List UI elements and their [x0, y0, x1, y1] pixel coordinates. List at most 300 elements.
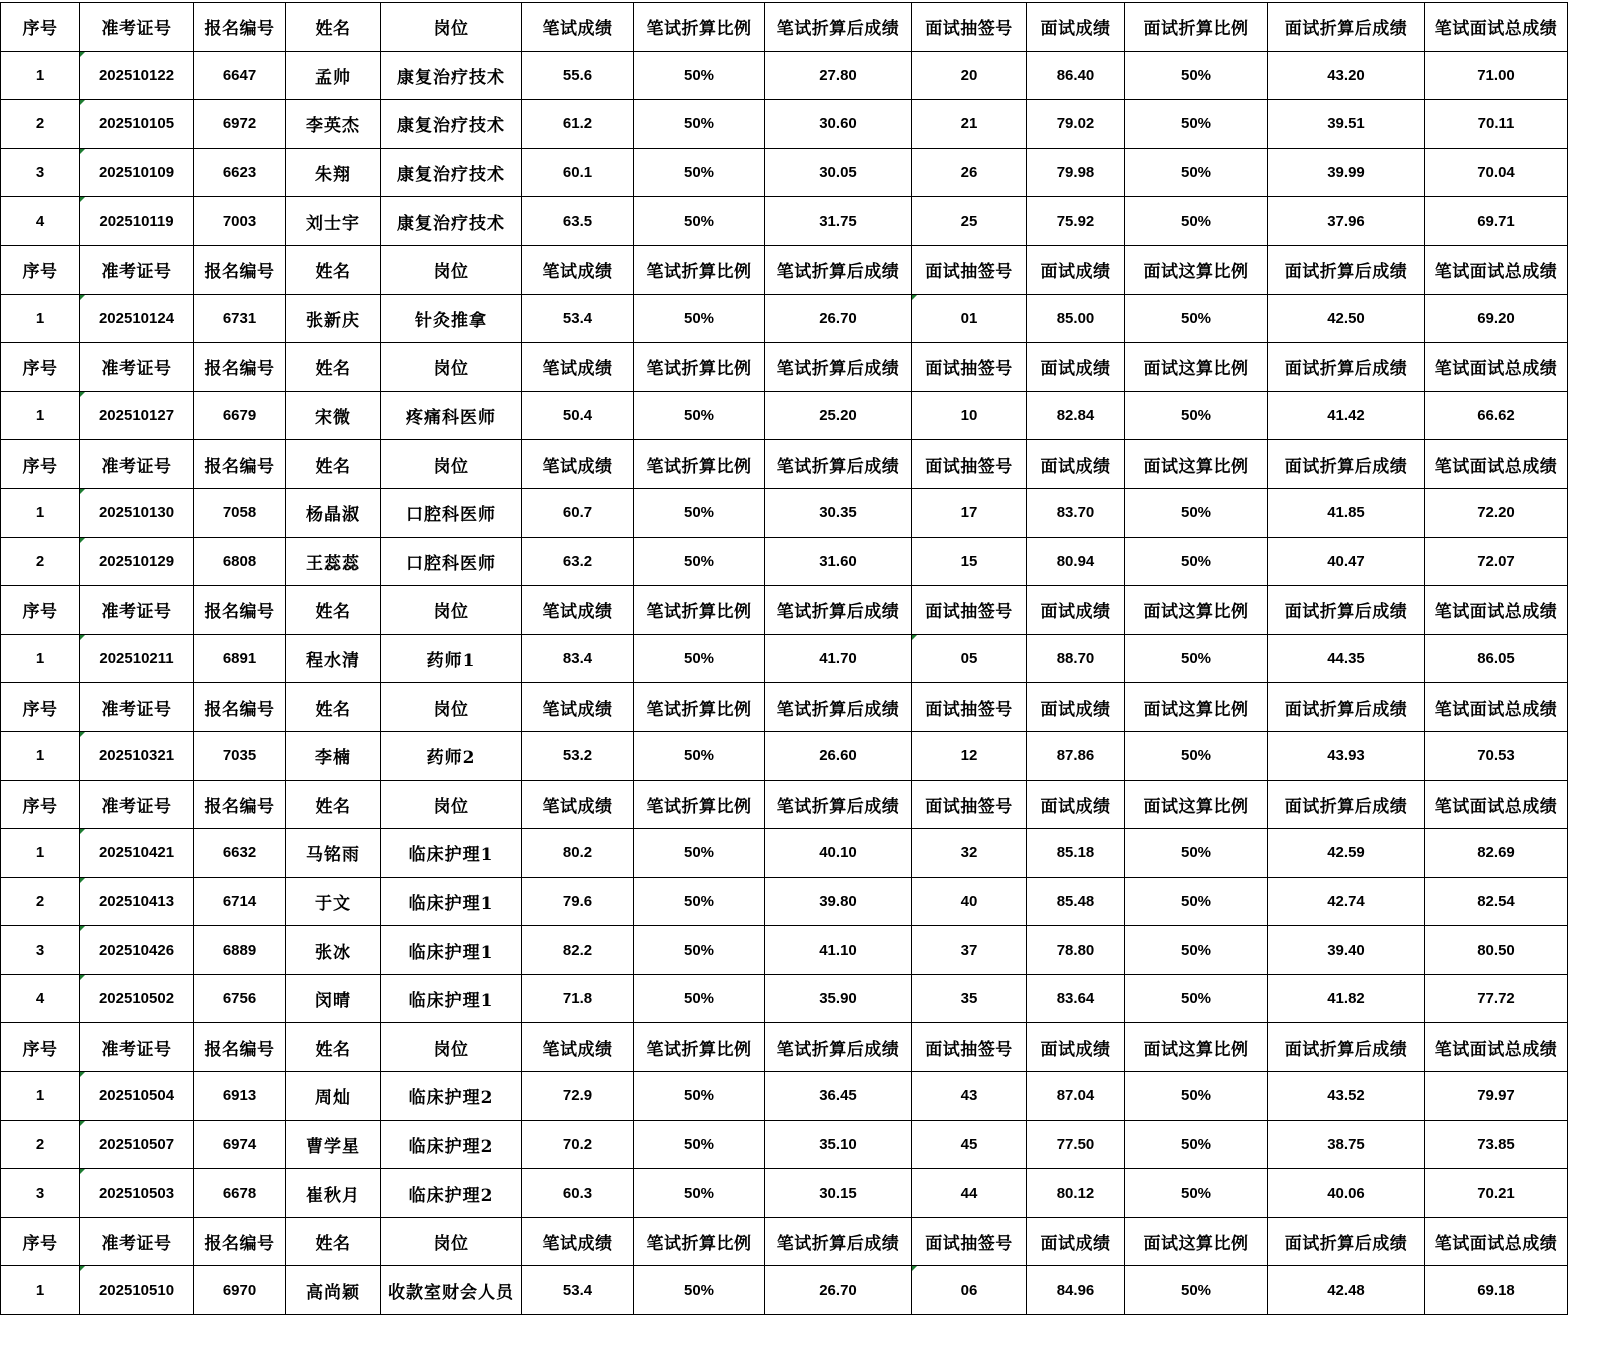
header-cell-written-ratio: 笔试折算比例 — [634, 586, 765, 635]
cell-total-score[interactable] — [1425, 537, 1568, 586]
cell-name[interactable] — [286, 51, 381, 100]
cell-reg-no[interactable] — [194, 877, 286, 926]
cell-reg-no[interactable] — [194, 537, 286, 586]
cell-text: 临床护理1 — [408, 893, 494, 914]
cell-exam-id[interactable] — [80, 51, 194, 100]
cell-text: 李楠 — [315, 748, 351, 769]
cell-draw-no[interactable] — [912, 974, 1027, 1023]
cell-draw-no[interactable] — [912, 51, 1027, 100]
cell-interview-weighted[interactable] — [1268, 488, 1425, 537]
cell-interview-score[interactable] — [1027, 294, 1125, 343]
cell-written-weighted[interactable] — [765, 148, 912, 197]
cell-interview-ratio[interactable] — [1125, 488, 1268, 537]
cell-text: 2 — [35, 115, 45, 133]
cell-interview-score[interactable] — [1027, 1266, 1125, 1315]
cell-total-score[interactable] — [1425, 391, 1568, 440]
cell-interview-weighted[interactable] — [1268, 974, 1425, 1023]
cell-position[interactable] — [381, 1072, 522, 1121]
header-cell-written-ratio: 笔试折算比例 — [634, 343, 765, 392]
cell-name[interactable] — [286, 148, 381, 197]
cell-interview-score[interactable] — [1027, 537, 1125, 586]
cell-written-score[interactable] — [522, 974, 634, 1023]
cell-exam-id[interactable] — [80, 829, 194, 878]
text-number-marker-icon — [80, 829, 85, 834]
cell-name[interactable] — [286, 634, 381, 683]
cell-exam-id[interactable] — [80, 537, 194, 586]
cell-total-score[interactable] — [1425, 1266, 1568, 1315]
cell-written-weighted[interactable] — [765, 634, 912, 683]
cell-exam-id[interactable] — [80, 877, 194, 926]
header-cell-interview-ratio: 面试这算比例 — [1125, 586, 1268, 635]
cell-total-score[interactable] — [1425, 731, 1568, 780]
cell-exam-id[interactable] — [80, 1072, 194, 1121]
cell-written-weighted[interactable] — [765, 100, 912, 149]
cell-written-ratio[interactable] — [634, 634, 765, 683]
cell-position[interactable] — [381, 294, 522, 343]
cell-interview-weighted[interactable] — [1268, 148, 1425, 197]
cell-total-score[interactable] — [1425, 51, 1568, 100]
cell-written-weighted[interactable] — [765, 488, 912, 537]
cell-exam-id[interactable] — [80, 926, 194, 975]
cell-interview-score[interactable] — [1027, 731, 1125, 780]
cell-draw-no[interactable] — [912, 391, 1027, 440]
cell-interview-weighted[interactable] — [1268, 1120, 1425, 1169]
cell-position[interactable] — [381, 197, 522, 246]
header-cell-written-weighted: 笔试折算后成绩 — [765, 3, 912, 52]
cell-name[interactable] — [286, 294, 381, 343]
cell-interview-score[interactable] — [1027, 148, 1125, 197]
cell-written-ratio[interactable] — [634, 829, 765, 878]
cell-written-weighted[interactable] — [765, 537, 912, 586]
cell-seq[interactable] — [1, 829, 80, 878]
cell-name[interactable] — [286, 1266, 381, 1315]
cell-draw-no[interactable] — [912, 1072, 1027, 1121]
cell-draw-no[interactable] — [912, 148, 1027, 197]
cell-text: 26 — [960, 164, 978, 182]
cell-reg-no[interactable] — [194, 51, 286, 100]
cell-text: 曹学星 — [306, 1136, 360, 1157]
text-number-marker-icon — [80, 1072, 85, 1077]
cell-total-score[interactable] — [1425, 100, 1568, 149]
cell-written-ratio[interactable] — [634, 100, 765, 149]
cell-reg-no[interactable] — [194, 926, 286, 975]
header-cell-name: 姓名 — [286, 780, 381, 829]
cell-interview-weighted[interactable] — [1268, 1266, 1425, 1315]
cell-text: 1 — [35, 844, 45, 862]
header-cell-interview-score: 面试成绩 — [1027, 3, 1125, 52]
cell-exam-id[interactable] — [80, 1169, 194, 1218]
cell-position[interactable] — [381, 731, 522, 780]
cell-text: 高尚颖 — [306, 1282, 360, 1303]
cell-written-score[interactable] — [522, 197, 634, 246]
cell-written-score[interactable] — [522, 829, 634, 878]
cell-exam-id[interactable] — [80, 391, 194, 440]
cell-written-weighted[interactable] — [765, 926, 912, 975]
cell-seq[interactable] — [1, 974, 80, 1023]
cell-position[interactable] — [381, 488, 522, 537]
cell-reg-no[interactable] — [194, 488, 286, 537]
cell-draw-no[interactable] — [912, 1120, 1027, 1169]
cell-written-score[interactable] — [522, 100, 634, 149]
cell-written-ratio[interactable] — [634, 197, 765, 246]
header-cell-total-score: 笔试面试总成绩 — [1425, 586, 1568, 635]
cell-written-weighted[interactable] — [765, 391, 912, 440]
header-cell-draw-no: 面试抽签号 — [912, 440, 1027, 489]
cell-exam-id[interactable] — [80, 148, 194, 197]
cell-reg-no[interactable] — [194, 294, 286, 343]
cell-interview-weighted[interactable] — [1268, 391, 1425, 440]
cell-written-weighted[interactable] — [765, 1266, 912, 1315]
cell-interview-weighted[interactable] — [1268, 634, 1425, 683]
header-cell-written-score: 笔试成绩 — [522, 683, 634, 732]
cell-name[interactable] — [286, 926, 381, 975]
cell-text: 202510413 — [98, 892, 175, 910]
cell-text: 朱翔 — [315, 165, 351, 186]
cell-written-ratio[interactable] — [634, 1266, 765, 1315]
cell-name[interactable] — [286, 100, 381, 149]
cell-text: 44.35 — [1327, 650, 1365, 668]
cell-draw-no[interactable] — [912, 634, 1027, 683]
cell-name[interactable] — [286, 877, 381, 926]
cell-name[interactable] — [286, 1072, 381, 1121]
cell-reg-no[interactable] — [194, 829, 286, 878]
cell-interview-score[interactable] — [1027, 829, 1125, 878]
cell-text: 60.7 — [562, 504, 593, 522]
cell-written-weighted[interactable] — [765, 1120, 912, 1169]
header-cell-interview-ratio: 面试折算比例 — [1125, 3, 1268, 52]
cell-interview-score[interactable] — [1027, 51, 1125, 100]
cell-written-weighted[interactable] — [765, 197, 912, 246]
cell-text: 临床护理2 — [408, 1185, 494, 1206]
cell-interview-ratio[interactable] — [1125, 1266, 1268, 1315]
cell-exam-id[interactable] — [80, 488, 194, 537]
cell-position[interactable] — [381, 1169, 522, 1218]
cell-interview-weighted[interactable] — [1268, 294, 1425, 343]
cell-text: 50% — [683, 212, 715, 230]
cell-interview-weighted[interactable] — [1268, 100, 1425, 149]
cell-interview-score[interactable] — [1027, 1120, 1125, 1169]
cell-total-score[interactable] — [1425, 634, 1568, 683]
cell-interview-ratio[interactable] — [1125, 51, 1268, 100]
cell-reg-no[interactable] — [194, 731, 286, 780]
cell-written-score[interactable] — [522, 391, 634, 440]
cell-seq[interactable] — [1, 1120, 80, 1169]
cell-name[interactable] — [286, 974, 381, 1023]
cell-written-ratio[interactable] — [634, 877, 765, 926]
cell-name[interactable] — [286, 197, 381, 246]
cell-position[interactable] — [381, 829, 522, 878]
cell-written-ratio[interactable] — [634, 294, 765, 343]
cell-position[interactable] — [381, 634, 522, 683]
cell-seq[interactable] — [1, 1169, 80, 1218]
cell-name[interactable] — [286, 829, 381, 878]
text-number-marker-icon — [80, 878, 85, 883]
cell-written-weighted[interactable] — [765, 51, 912, 100]
cell-interview-ratio[interactable] — [1125, 294, 1268, 343]
cell-seq[interactable] — [1, 488, 80, 537]
cell-interview-ratio[interactable] — [1125, 391, 1268, 440]
cell-interview-weighted[interactable] — [1268, 926, 1425, 975]
cell-draw-no[interactable] — [912, 731, 1027, 780]
cell-seq[interactable] — [1, 100, 80, 149]
cell-total-score[interactable] — [1425, 974, 1568, 1023]
cell-written-ratio[interactable] — [634, 148, 765, 197]
cell-reg-no[interactable] — [194, 1120, 286, 1169]
cell-written-score[interactable] — [522, 731, 634, 780]
cell-written-ratio[interactable] — [634, 391, 765, 440]
cell-text: 30.15 — [819, 1184, 857, 1202]
cell-position[interactable] — [381, 148, 522, 197]
cell-written-score[interactable] — [522, 51, 634, 100]
cell-exam-id[interactable] — [80, 1266, 194, 1315]
cell-text: 6679 — [222, 407, 257, 425]
cell-seq[interactable] — [1, 294, 80, 343]
cell-interview-ratio[interactable] — [1125, 148, 1268, 197]
table-row — [1, 391, 1568, 440]
header-row — [1, 440, 1568, 489]
cell-text: 42.74 — [1327, 892, 1365, 910]
cell-draw-no[interactable] — [912, 1169, 1027, 1218]
cell-exam-id[interactable] — [80, 294, 194, 343]
cell-text: 康复治疗技术 — [397, 165, 505, 186]
cell-reg-no[interactable] — [194, 974, 286, 1023]
cell-exam-id[interactable] — [80, 974, 194, 1023]
header-cell-written-score: 笔试成绩 — [522, 3, 634, 52]
cell-draw-no[interactable] — [912, 829, 1027, 878]
cell-seq[interactable] — [1, 634, 80, 683]
cell-written-score[interactable] — [522, 148, 634, 197]
cell-text: 50% — [1180, 1135, 1212, 1153]
cell-interview-weighted[interactable] — [1268, 1169, 1425, 1218]
header-cell-position: 岗位 — [381, 343, 522, 392]
cell-written-score[interactable] — [522, 1072, 634, 1121]
cell-written-ratio[interactable] — [634, 537, 765, 586]
cell-seq[interactable] — [1, 197, 80, 246]
cell-text: 50% — [683, 115, 715, 133]
cell-draw-no[interactable] — [912, 100, 1027, 149]
cell-interview-weighted[interactable] — [1268, 197, 1425, 246]
cell-interview-ratio[interactable] — [1125, 1120, 1268, 1169]
cell-text: 63.2 — [562, 552, 593, 570]
header-cell-written-ratio: 笔试折算比例 — [634, 3, 765, 52]
cell-written-score[interactable] — [522, 1266, 634, 1315]
cell-text: 药师2 — [426, 748, 476, 769]
cell-seq[interactable] — [1, 731, 80, 780]
header-cell-exam-id: 准考证号 — [80, 245, 194, 294]
cell-seq[interactable] — [1, 926, 80, 975]
cell-draw-no[interactable] — [912, 488, 1027, 537]
cell-written-score[interactable] — [522, 877, 634, 926]
cell-written-ratio[interactable] — [634, 974, 765, 1023]
cell-written-score[interactable] — [522, 294, 634, 343]
cell-interview-weighted[interactable] — [1268, 829, 1425, 878]
cell-written-weighted[interactable] — [765, 731, 912, 780]
cell-draw-no[interactable] — [912, 877, 1027, 926]
cell-position[interactable] — [381, 1120, 522, 1169]
header-row — [1, 343, 1568, 392]
cell-interview-ratio[interactable] — [1125, 926, 1268, 975]
cell-written-weighted[interactable] — [765, 294, 912, 343]
cell-exam-id[interactable] — [80, 197, 194, 246]
cell-reg-no[interactable] — [194, 148, 286, 197]
cell-name[interactable] — [286, 731, 381, 780]
cell-interview-score[interactable] — [1027, 100, 1125, 149]
cell-interview-ratio[interactable] — [1125, 1169, 1268, 1218]
cell-interview-ratio[interactable] — [1125, 829, 1268, 878]
cell-written-ratio[interactable] — [634, 1169, 765, 1218]
cell-interview-score[interactable] — [1027, 1072, 1125, 1121]
cell-text: 马铭雨 — [306, 845, 360, 866]
cell-written-weighted[interactable] — [765, 974, 912, 1023]
cell-interview-score[interactable] — [1027, 488, 1125, 537]
cell-total-score[interactable] — [1425, 148, 1568, 197]
cell-reg-no[interactable] — [194, 391, 286, 440]
cell-name[interactable] — [286, 488, 381, 537]
cell-interview-ratio[interactable] — [1125, 100, 1268, 149]
cell-text: 79.6 — [562, 892, 593, 910]
cell-total-score[interactable] — [1425, 488, 1568, 537]
cell-reg-no[interactable] — [194, 1169, 286, 1218]
cell-text: 70.53 — [1477, 747, 1515, 765]
cell-name[interactable] — [286, 1169, 381, 1218]
cell-interview-weighted[interactable] — [1268, 877, 1425, 926]
cell-position[interactable] — [381, 974, 522, 1023]
cell-interview-ratio[interactable] — [1125, 1072, 1268, 1121]
text-number-marker-icon — [80, 489, 85, 494]
header-cell-written-score: 笔试成绩 — [522, 586, 634, 635]
cell-exam-id[interactable] — [80, 100, 194, 149]
header-cell-reg-no: 报名编号 — [194, 3, 286, 52]
cell-name[interactable] — [286, 391, 381, 440]
cell-interview-score[interactable] — [1027, 391, 1125, 440]
header-cell-exam-id: 准考证号 — [80, 1023, 194, 1072]
table-row — [1, 148, 1568, 197]
cell-written-score[interactable] — [522, 1120, 634, 1169]
cell-draw-no[interactable] — [912, 926, 1027, 975]
cell-text: 4 — [35, 990, 45, 1008]
cell-written-score[interactable] — [522, 634, 634, 683]
cell-text: 7058 — [222, 504, 257, 522]
cell-written-score[interactable] — [522, 926, 634, 975]
cell-draw-no[interactable] — [912, 197, 1027, 246]
cell-interview-score[interactable] — [1027, 926, 1125, 975]
cell-seq[interactable] — [1, 537, 80, 586]
header-cell-interview-score: 面试成绩 — [1027, 440, 1125, 489]
cell-text: 6647 — [222, 66, 257, 84]
cell-text: 1 — [35, 1087, 45, 1105]
cell-position[interactable] — [381, 537, 522, 586]
cell-interview-score[interactable] — [1027, 1169, 1125, 1218]
cell-exam-id[interactable] — [80, 731, 194, 780]
cell-draw-no[interactable] — [912, 1266, 1027, 1315]
cell-seq[interactable] — [1, 391, 80, 440]
cell-interview-score[interactable] — [1027, 974, 1125, 1023]
cell-seq[interactable] — [1, 1266, 80, 1315]
cell-written-weighted[interactable] — [765, 877, 912, 926]
cell-written-weighted[interactable] — [765, 1169, 912, 1218]
cell-reg-no[interactable] — [194, 634, 286, 683]
cell-written-weighted[interactable] — [765, 829, 912, 878]
cell-total-score[interactable] — [1425, 197, 1568, 246]
table-row — [1, 1120, 1568, 1169]
cell-interview-score[interactable] — [1027, 634, 1125, 683]
cell-total-score[interactable] — [1425, 294, 1568, 343]
cell-reg-no[interactable] — [194, 1072, 286, 1121]
cell-interview-weighted[interactable] — [1268, 537, 1425, 586]
cell-written-ratio[interactable] — [634, 731, 765, 780]
cell-draw-no[interactable] — [912, 294, 1027, 343]
cell-total-score[interactable] — [1425, 1072, 1568, 1121]
header-cell-written-ratio: 笔试折算比例 — [634, 780, 765, 829]
cell-seq[interactable] — [1, 148, 80, 197]
cell-written-weighted[interactable] — [765, 1072, 912, 1121]
cell-total-score[interactable] — [1425, 1120, 1568, 1169]
cell-interview-score[interactable] — [1027, 197, 1125, 246]
cell-text: 50% — [683, 552, 715, 570]
cell-interview-ratio[interactable] — [1125, 537, 1268, 586]
cell-text: 85.00 — [1056, 309, 1095, 327]
cell-written-score[interactable] — [522, 1169, 634, 1218]
cell-exam-id[interactable] — [80, 1120, 194, 1169]
cell-written-score[interactable] — [522, 537, 634, 586]
header-cell-draw-no: 面试抽签号 — [912, 1023, 1027, 1072]
header-row — [1, 683, 1568, 732]
cell-interview-ratio[interactable] — [1125, 877, 1268, 926]
cell-interview-ratio[interactable] — [1125, 974, 1268, 1023]
cell-text: 36.45 — [819, 1087, 857, 1105]
cell-position[interactable] — [381, 391, 522, 440]
cell-total-score[interactable] — [1425, 877, 1568, 926]
cell-interview-ratio[interactable] — [1125, 197, 1268, 246]
cell-text: 85.18 — [1056, 844, 1095, 862]
cell-reg-no[interactable] — [194, 197, 286, 246]
cell-written-ratio[interactable] — [634, 1072, 765, 1121]
cell-interview-score[interactable] — [1027, 877, 1125, 926]
cell-position[interactable] — [381, 877, 522, 926]
cell-seq[interactable] — [1, 877, 80, 926]
cell-text: 44 — [960, 1184, 978, 1202]
cell-written-ratio[interactable] — [634, 926, 765, 975]
cell-total-score[interactable] — [1425, 1169, 1568, 1218]
cell-total-score[interactable] — [1425, 926, 1568, 975]
cell-written-ratio[interactable] — [634, 51, 765, 100]
cell-name[interactable] — [286, 537, 381, 586]
cell-interview-weighted[interactable] — [1268, 1072, 1425, 1121]
cell-position[interactable] — [381, 1266, 522, 1315]
cell-reg-no[interactable] — [194, 100, 286, 149]
cell-interview-ratio[interactable] — [1125, 731, 1268, 780]
cell-interview-ratio[interactable] — [1125, 634, 1268, 683]
cell-seq[interactable] — [1, 51, 80, 100]
cell-name[interactable] — [286, 1120, 381, 1169]
cell-interview-weighted[interactable] — [1268, 51, 1425, 100]
cell-reg-no[interactable] — [194, 1266, 286, 1315]
cell-interview-weighted[interactable] — [1268, 731, 1425, 780]
cell-written-ratio[interactable] — [634, 1120, 765, 1169]
cell-text: 42.50 — [1327, 309, 1365, 327]
cell-position[interactable] — [381, 51, 522, 100]
cell-position[interactable] — [381, 100, 522, 149]
cell-written-ratio[interactable] — [634, 488, 765, 537]
cell-draw-no[interactable] — [912, 537, 1027, 586]
cell-seq[interactable] — [1, 1072, 80, 1121]
cell-total-score[interactable] — [1425, 829, 1568, 878]
table-row — [1, 100, 1568, 149]
cell-exam-id[interactable] — [80, 634, 194, 683]
cell-position[interactable] — [381, 926, 522, 975]
cell-text: 43.93 — [1327, 747, 1365, 765]
cell-written-score[interactable] — [522, 488, 634, 537]
